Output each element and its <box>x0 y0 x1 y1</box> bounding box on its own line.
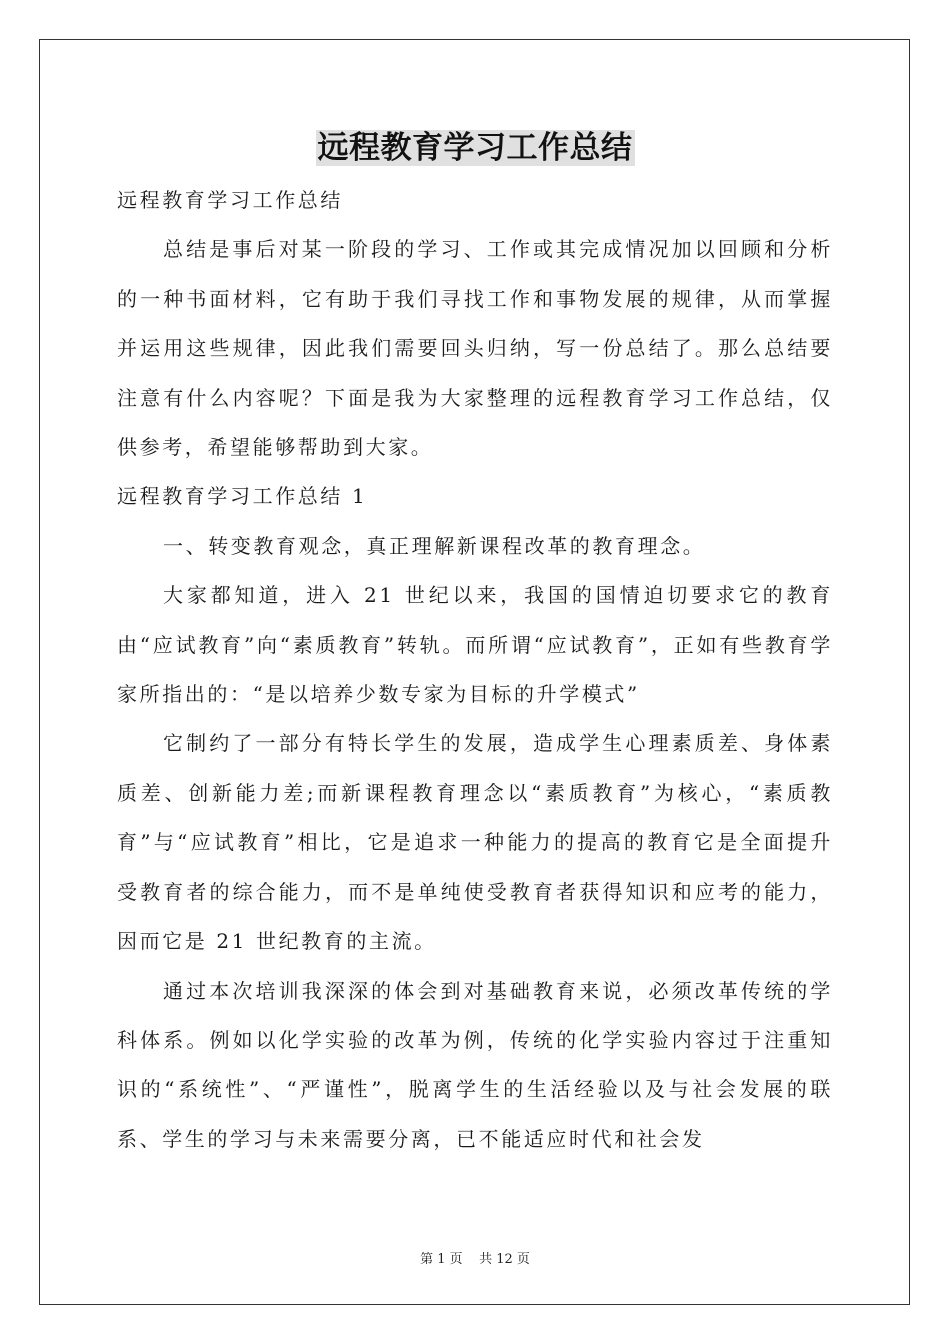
paragraph-body: 它制约了一部分有特长学生的发展，造成学生心理素质差、身体素质差、创新能力差;而新课程教育理念以“素质教育”为核心，“素质教育”与“应试教育”相比，它是追求一种能力的提高的教育它是全面提升受教育者的综合能力，而不是单纯使受教育者获得知识和应考的能力，因而它是 21 世纪教育的主流。 <box>117 731 833 954</box>
page-number-label: 第 1 页 共 12 页 <box>420 1252 530 1267</box>
document-title <box>0 122 950 174</box>
paragraph-body: 大家都知道，进入 21 世纪以来，我国的国情迫切要求它的教育由“应试教育”向“素质教育”转轨。而所谓“应试教育”，正如有些教育学家所指出的：“是以培养少数专家为目标的升学模式” <box>117 583 833 707</box>
paragraph-subtitle: 远程教育学习工作总结 <box>117 188 343 212</box>
paragraph-intro: 总结是事后对某一阶段的学习、工作或其完成情况加以回顾和分析的一种书面材料，它有助于我们寻找工作和事物发展的规律，从而掌握并运用这些规律，因此我们需要回头归纳，写一份总结了。那么总结要注意有什么内容呢？下面是我为大家整理的远程教育学习工作总结，仅供参考，希望能够帮助到大家。 <box>117 237 833 460</box>
paragraph-point-one: 一、转变教育观念，真正理解新课程改革的教育理念。 <box>163 533 706 558</box>
document-title-text: 远程教育学习工作总结 <box>317 130 633 166</box>
section-heading: 远程教育学习工作总结 1 <box>117 484 368 509</box>
paragraph-body: 通过本次培训我深深的体会到对基础教育来说，必须改革传统的学科体系。例如以化学实验的改革为例，传统的化学实验内容过于注重知识的“系统性”、“严谨性”，脱离学生的生活经验以及与社会发展的联系、学生的学习与未来需要分离，已不能适应时代和社会发 <box>117 978 833 1151</box>
page-number-footer <box>0 1248 950 1267</box>
document-body <box>117 176 833 1164</box>
